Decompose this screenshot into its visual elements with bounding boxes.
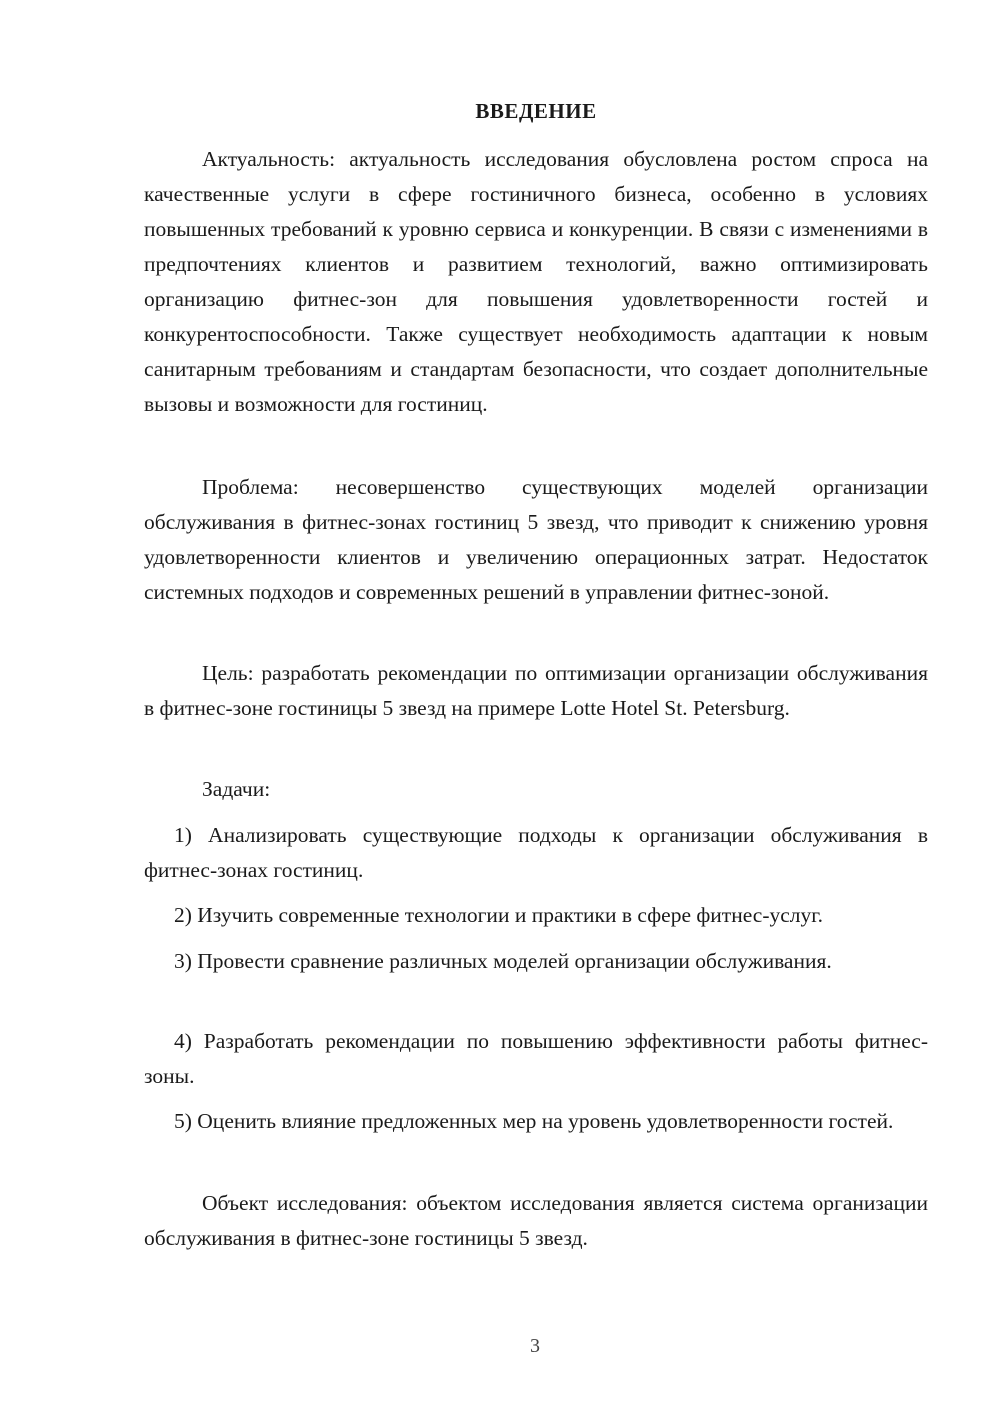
task-item-2: 2) Изучить современные технологии и практики в сфере фитнес-услуг. xyxy=(174,903,824,927)
paragraph-goal: Цель: разработать рекомендации по оптимизации организации обслуживания в фитнес-зоне гостиницы 5 звезд на примере Lotte Hotel St. Petersburg. xyxy=(144,661,928,720)
task-item-1: 1) Анализировать существующие подходы к организации обслуживания в фитнес-зонах гостиниц. xyxy=(144,823,928,882)
page-number: 3 xyxy=(530,1335,540,1357)
tasks-label: Задачи: xyxy=(202,777,271,801)
task-item-5: 5) Оценить влияние предложенных мер на уровень удовлетворенности гостей. xyxy=(174,1109,894,1133)
task-item-4: 4) Разработать рекомендации по повышению эффективности работы фитнес-зоны. xyxy=(144,1029,928,1088)
section-heading: ВВЕДЕНИЕ xyxy=(475,99,597,123)
paragraph-object: Объект исследования: объектом исследования является система организации обслуживания в фитнес-зоне гостиницы 5 звезд. xyxy=(144,1191,928,1250)
task-item-3: 3) Провести сравнение различных моделей организации обслуживания. xyxy=(174,949,832,973)
paragraph-problem: Проблема: несовершенство существующих моделей организации обслуживания в фитнес-зонах гостиниц 5 звезд, что приводит к снижению уровня удовлетворенности клиентов и увеличению операционных затрат. Недостаток системных подходов и современных решений в управлении фитнес-зоной. xyxy=(144,475,928,604)
paragraph-relevance: Актуальность: актуальность исследования обусловлена ростом спроса на качественные услуги в сфере гостиничного бизнеса, особенно в условиях повышенных требований к уровню сервиса и конкуренции. В связи с изменениями в предпочтениях клиентов и развитием технологий, важно оптимизировать организацию фитнес-зон для повышения удовлетворенности гостей и конкурентоспособности. Также существует необходимость адаптации к новым санитарным требованиям и стандартам безопасности, что создает дополнительные вызовы и возможности для гостиниц. xyxy=(144,147,928,416)
